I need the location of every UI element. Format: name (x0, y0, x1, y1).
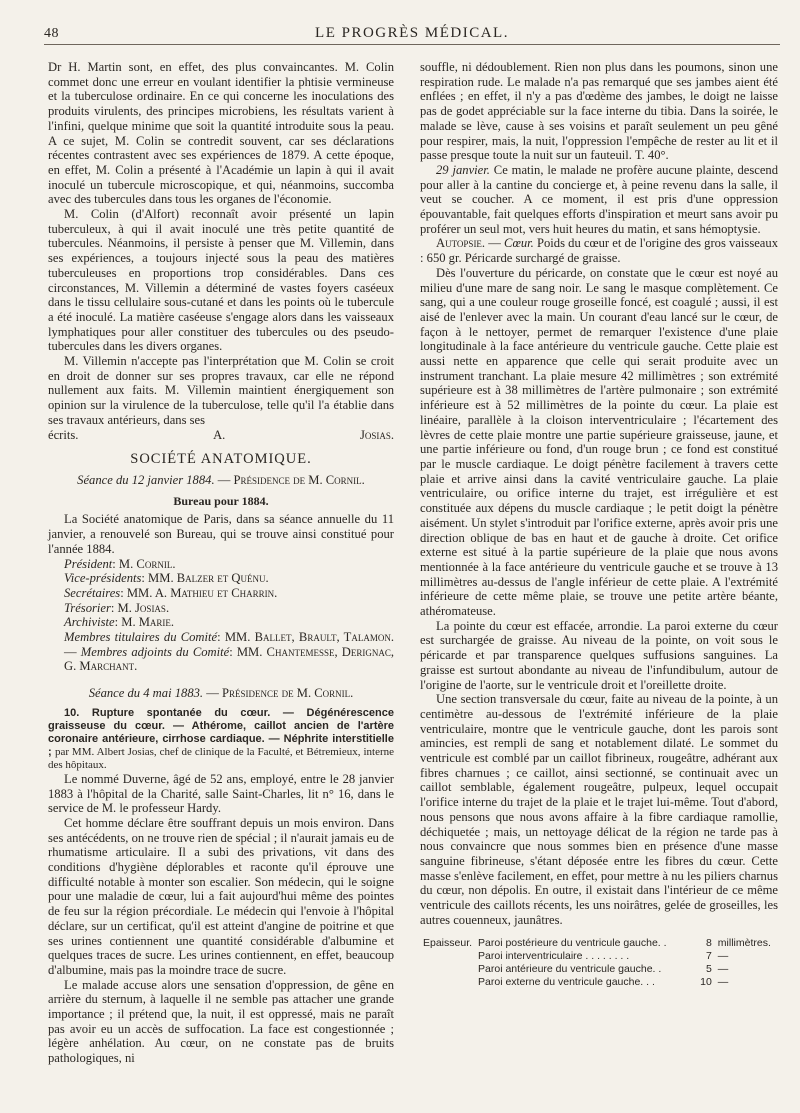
case-heading (48, 707, 394, 772)
role-names: : M. Cornil. (112, 556, 176, 571)
seance-date: Séance du 4 mai 1883. (88, 686, 204, 701)
measures-table (420, 937, 778, 989)
autopsie-organ: Cœur. (504, 236, 534, 251)
paragraph-jan29 (420, 163, 778, 237)
paragraph: Dès l'ouverture du péricarde, on constate que le cœur est noyé au milieu d'une mare de sang noir. Le sang le masque complètement. Ce sang, qui a une couleur rouge groseille foncé, est coagulé ; aussi, il est aisé de l'enlever avec la main. Un courant d'eau lancé sur le cœur, de façon à le nettoyer, permet de remarquer l'existence d'une plaie longitudinale à la face antérieure du ventricule gauche. Cette plaie est aussi nette en apparence que celle qui serait produite avec un instrument tranchant. La plaie mesure 42 millimètres ; son extrémité supérieure est à 38 millimètres de l'artère pulmonaire ; son extrémité inférieure est à 52 millimètres de la pointe du cœur. La plaie est linéaire, parallèle à la cloison interventriculaire ; l'écartement des lèvres de cette plaie montre une partie supérieure graisseuse, jaune, et une partie inférieure ou fond, d'un rouge brun ; ce fond est constitué par le muscle cardiaque. Le doigt pénètre facilement à travers cette plaie et arrive ainsi dans la cavité ventriculaire gauche. La plaie ventriculaire, ou orifice interne du trajet, est irrégulière et est constituée aux dépens du muscle cardiaque ; le petit doigt la pénètre aisément. Un stylet s'introduit par l'orifice externe, après avoir pris une direction oblique de bas en haut et de gauche à droite. Cet orifice externe est situé à la partie supérieure de la plaie que nous avons mentionnée à la face antérieure du ventricule gauche et se trouve à 13 millimètres au-dessus de l'angle inférieur de cette plaie. A l'extrémité inférieure de cette même plaie, se trouve une petite artère béante, athéromateuse. (420, 265, 778, 619)
role-names: : MM. A. Mathieu et Charrin. (120, 585, 278, 600)
last-word: écrits. (48, 427, 79, 442)
measure-unit: — (717, 963, 729, 976)
seance-date: Séance du 12 janvier 1884. (77, 472, 215, 487)
membres-adjoints-title: Membres adjoints du Comité (80, 644, 230, 659)
paragraph: Le malade accuse alors une sensation d'oppression, de gêne en arrière du sternum, à laquelle il ne semble pas attacher une grande importance ; il prétend que, la nuit, il est oppressé, mais ne paraît pas avoir eu un accès de suffocation. La face est congestionnée ; légère anhélation. Au cœur, on ne constate pas de bruits pathologiques, ni (48, 977, 394, 1066)
date: 29 janvier. (436, 162, 490, 177)
membres-titulaires-title: Membres titulaires du Comité (64, 630, 218, 645)
table-row (420, 963, 778, 976)
page-number: 48 (44, 26, 59, 41)
measure-unit: millimètres. (717, 937, 771, 950)
left-column (48, 60, 394, 1066)
table-row (420, 937, 778, 950)
paragraph-text: Ce matin, le malade ne profère aucune plainte, descend pour aller à la cantine du concierge et, à peine revenu dans la salle, il veut se coucher. A ce moment, il est pris d'une oppression épouvantable, fait quelques efforts d'inspiration et meurt sans avoir pu proférer un seul mot, vers huit heures du matin, et sans hémoptysie. (420, 162, 778, 236)
paragraph: Cet homme déclare être souffrant depuis un mois environ. Dans ses antécédents, on ne trouve rien de spécial ; il n'aurait jamais eu de rhumatisme articulaire. Il a subi des privations, vit dans des conditions d'hygiène déplorables et raconte qu'il éprouve une difficulté notable à monter son escalier. Son médecin, qui le soigne pour une maladie de cœur, lui a fait aujourd'hui même des pointes de feu sur la région précordiale. Le médecin qui l'envoie à l'hôpital déclare, sur un certificat, qu'il est atteint d'angine de poitrine et que ses urines contiennent une quantité considérable d'albumine et quelques traces de sucre. Les urines contiennent, en effet, beaucoup d'albumine, mais pas la moindre trace de sucre. (48, 815, 394, 977)
bureau-title: Bureau pour 1884. (173, 493, 269, 508)
right-column (420, 60, 778, 989)
role-title: Archiviste (64, 615, 115, 630)
membres-titulaires-names: : MM. Ballet, Brault, Talamon. — (64, 630, 394, 659)
case-authors: par MM. Albert Josias, chef de clinique de la Faculté, et Bétremieux, interne des hôpitaux. (48, 745, 394, 771)
society-title: SOCIÉTÉ ANATOMIQUE. (130, 451, 312, 468)
case-title: 10. Rupture spontanée du cœur. — Dégénérescence graisseuse du cœur. — Athérome, caillot ancien de l'artère coronaire antérieure, cirrhose cardiaque. — Néphrite interstitielle ; (48, 706, 394, 758)
signature: A. Josias. (213, 427, 394, 442)
role-title: Secrétaires (64, 585, 121, 600)
paragraph: M. Colin (d'Alfort) reconnaît avoir présenté un lapin tuberculeux, à qui il avait inoculé une très petite quantité de tubercules. Néanmoins, il persiste à penser que M. Villemin, dans ses expériences, a toujours injecté sous la peau des matières tuberculeuses en proportions trop considérables. Dans ces circonstances, M. Villemin a déterminé de vastes foyers caséeux dans le tissu cellulaire sous-cutané et dans les points où le tubercule a été inoculé. La matière caséeuse s'engage alors dans les vaisseaux lymphatiques pour aller constituer des tubercules ou des pseudo-tubercules dans les divers organes. (48, 207, 394, 354)
table-row (420, 976, 778, 989)
membres-adjoints-names: : MM. Chantemesse, Derignac, G. Marchant. (64, 644, 395, 674)
measure-label (420, 950, 475, 963)
measure-label: Epaisseur. (423, 937, 473, 950)
seance-heading (48, 686, 394, 701)
measure-part: Paroi interventriculaire . . . . . . . . (478, 950, 630, 963)
paragraph: Une section transversale du cœur, faite au niveau de la pointe, à un centimètre au-dessous de l'extrémité inférieure de la plaie ventriculaire, montre que le ventricule gauche, dont les parois sont amincies, est rempli de sang et notablement dilaté. Le sommet du ventricule est comblé par un caillot fibrineux, rougeâtre, adhérant aux fibres charnues ; ce caillot, ainsi sectionné, se continuait avec un caillot semblable, également rougeâtre, pulpeux, lequel occupait l'orifice interne du trajet de la plaie et le trajet lui-même. Tout d'abord, nous pensons que nous avons affaire à la fibre cardiaque ramollie, déchiquetée ; mais, un nettoyage délicat de la région ne tarde pas à nous convaincre que nous sommes bien en présence d'une masse sanguine fibrineuse, s'étant déposée entre les fibres du cœur. Cette masse s'enlève facilement, en effet, pour mettre à nu les piliers charnus du cœur, non dépolis. En outre, il existait dans l'intérieur de ce même ventricule des caillots récents, les uns noirâtres, gelée de groseilles, les autres couenneux, jaunâtres. (420, 692, 778, 927)
paragraph-autopsie (420, 236, 778, 265)
role-line (48, 571, 394, 586)
paragraph: La pointe du cœur est effacée, arrondie. La paroi externe du cœur est surchargée de graisse. Au niveau de la pointe, on voit sous le péricarde et par transparence quelques suffusions sanguines. La graisse est surtout abondante au niveau de l'infundibulum, autour de l'origine de l'aorte, sur le ventricule droit et l'oreillette droite. (420, 618, 778, 692)
measure-unit: — (717, 950, 729, 963)
role-line (48, 557, 394, 572)
measure-value: 7 (705, 950, 712, 963)
seance-presidence: — Présidence de M. Cornil. (217, 472, 365, 487)
paragraph: souffle, ni dédoublement. Rien non plus dans les poumons, sinon une respiration rude. Le malade n'a pas remarqué que ses jambes aient été enflées ; en effet, il n'y a pas d'œdème des jambes, le doigt ne laisse pas de godet appréciable sur la face interne du tibia. Dans la soirée, le malade se lève, cause à ses voisins et paraît seulement un peu gêné pour respirer, mais, la nuit, l'oppression l'empêche de rester au lit et il passe presque toute la nuit sur un fauteuil. T. 40°. (420, 60, 778, 163)
paragraph: Dr H. Martin sont, en effet, des plus convaincantes. M. Colin commet donc une erreur en voulant identifier la phtisie vermineuse et la tuberculose ordinaire. En ce qui concerne les inoculations des produits virulents, des principes microbiens, les résultats varient à l'infini, quelque minime que soit la quantité introduite sous la peau. A ce sujet, M. Colin se contredit souvent, car ses déclarations récentes contrastent avec ses expériences de 1879. A cette époque, en effet, M. Colin a présenté à l'Académie un lapin à qui il avait inoculé un tubercule microscopique, et qui, néanmoins, succomba avec des tubercules dans tous les organes de l'économie. (48, 60, 394, 207)
role-title: Vice-présidents (64, 571, 142, 586)
membres-line (48, 630, 394, 674)
seance-presidence: — Présidence de M. Cornil. (206, 686, 354, 701)
measure-value: 8 (705, 937, 712, 950)
page-header (44, 22, 780, 45)
measure-unit: — (717, 976, 729, 989)
bureau-intro: La Société anatomique de Paris, dans sa séance annuelle du 11 janvier, a renouvelé son Bureau, qui se trouve ainsi constitué pour l'année 1884. (48, 512, 394, 556)
measure-part: Paroi postérieure du ventricule gauche. . (478, 937, 667, 950)
role-line (48, 615, 394, 630)
role-names: : M. Josias. (110, 600, 170, 615)
signature-line (48, 428, 394, 443)
measure-label (420, 976, 475, 989)
measure-value: 5 (705, 963, 712, 976)
paragraph: Le nommé Duverne, âgé de 52 ans, employé, entre le 28 janvier 1883 à l'hôpital de la Charité, salle Saint-Charles, lit n° 16, dans le service de M. le professeur Hardy. (48, 771, 394, 816)
role-title: Président (64, 556, 113, 571)
measure-label (420, 963, 475, 976)
role-title: Trésorier (64, 600, 111, 615)
role-line (48, 586, 394, 601)
autopsie-label: Autopsie. — (436, 236, 501, 251)
seance-heading (48, 473, 394, 488)
role-names: : M. Marie. (114, 615, 175, 630)
role-names: : MM. Balzer et Quénu. (141, 571, 269, 586)
table-row (420, 950, 778, 963)
running-title: LE PROGRÈS MÉDICAL. (315, 25, 509, 41)
measure-value: 10 (700, 976, 712, 989)
role-line (48, 601, 394, 616)
measure-part: Paroi externe du ventricule gauche. . . (478, 976, 655, 989)
paragraph: M. Villemin n'accepte pas l'interprétation que M. Colin se croit en droit de donner sur ses propres travaux, car elle ne répond nullement aux faits. M. Villemin maintient énergiquement son opinion sur la virulence de la tuberculose, telle qu'il l'a établie dans ses travaux antérieurs, dans ses (48, 354, 394, 427)
paragraph-text: Poids du cœur et de l'origine des gros vaisseaux : 650 gr. Péricarde surchargé de graisse. (420, 236, 778, 266)
measure-part: Paroi antérieure du ventricule gauche. . (478, 963, 662, 976)
